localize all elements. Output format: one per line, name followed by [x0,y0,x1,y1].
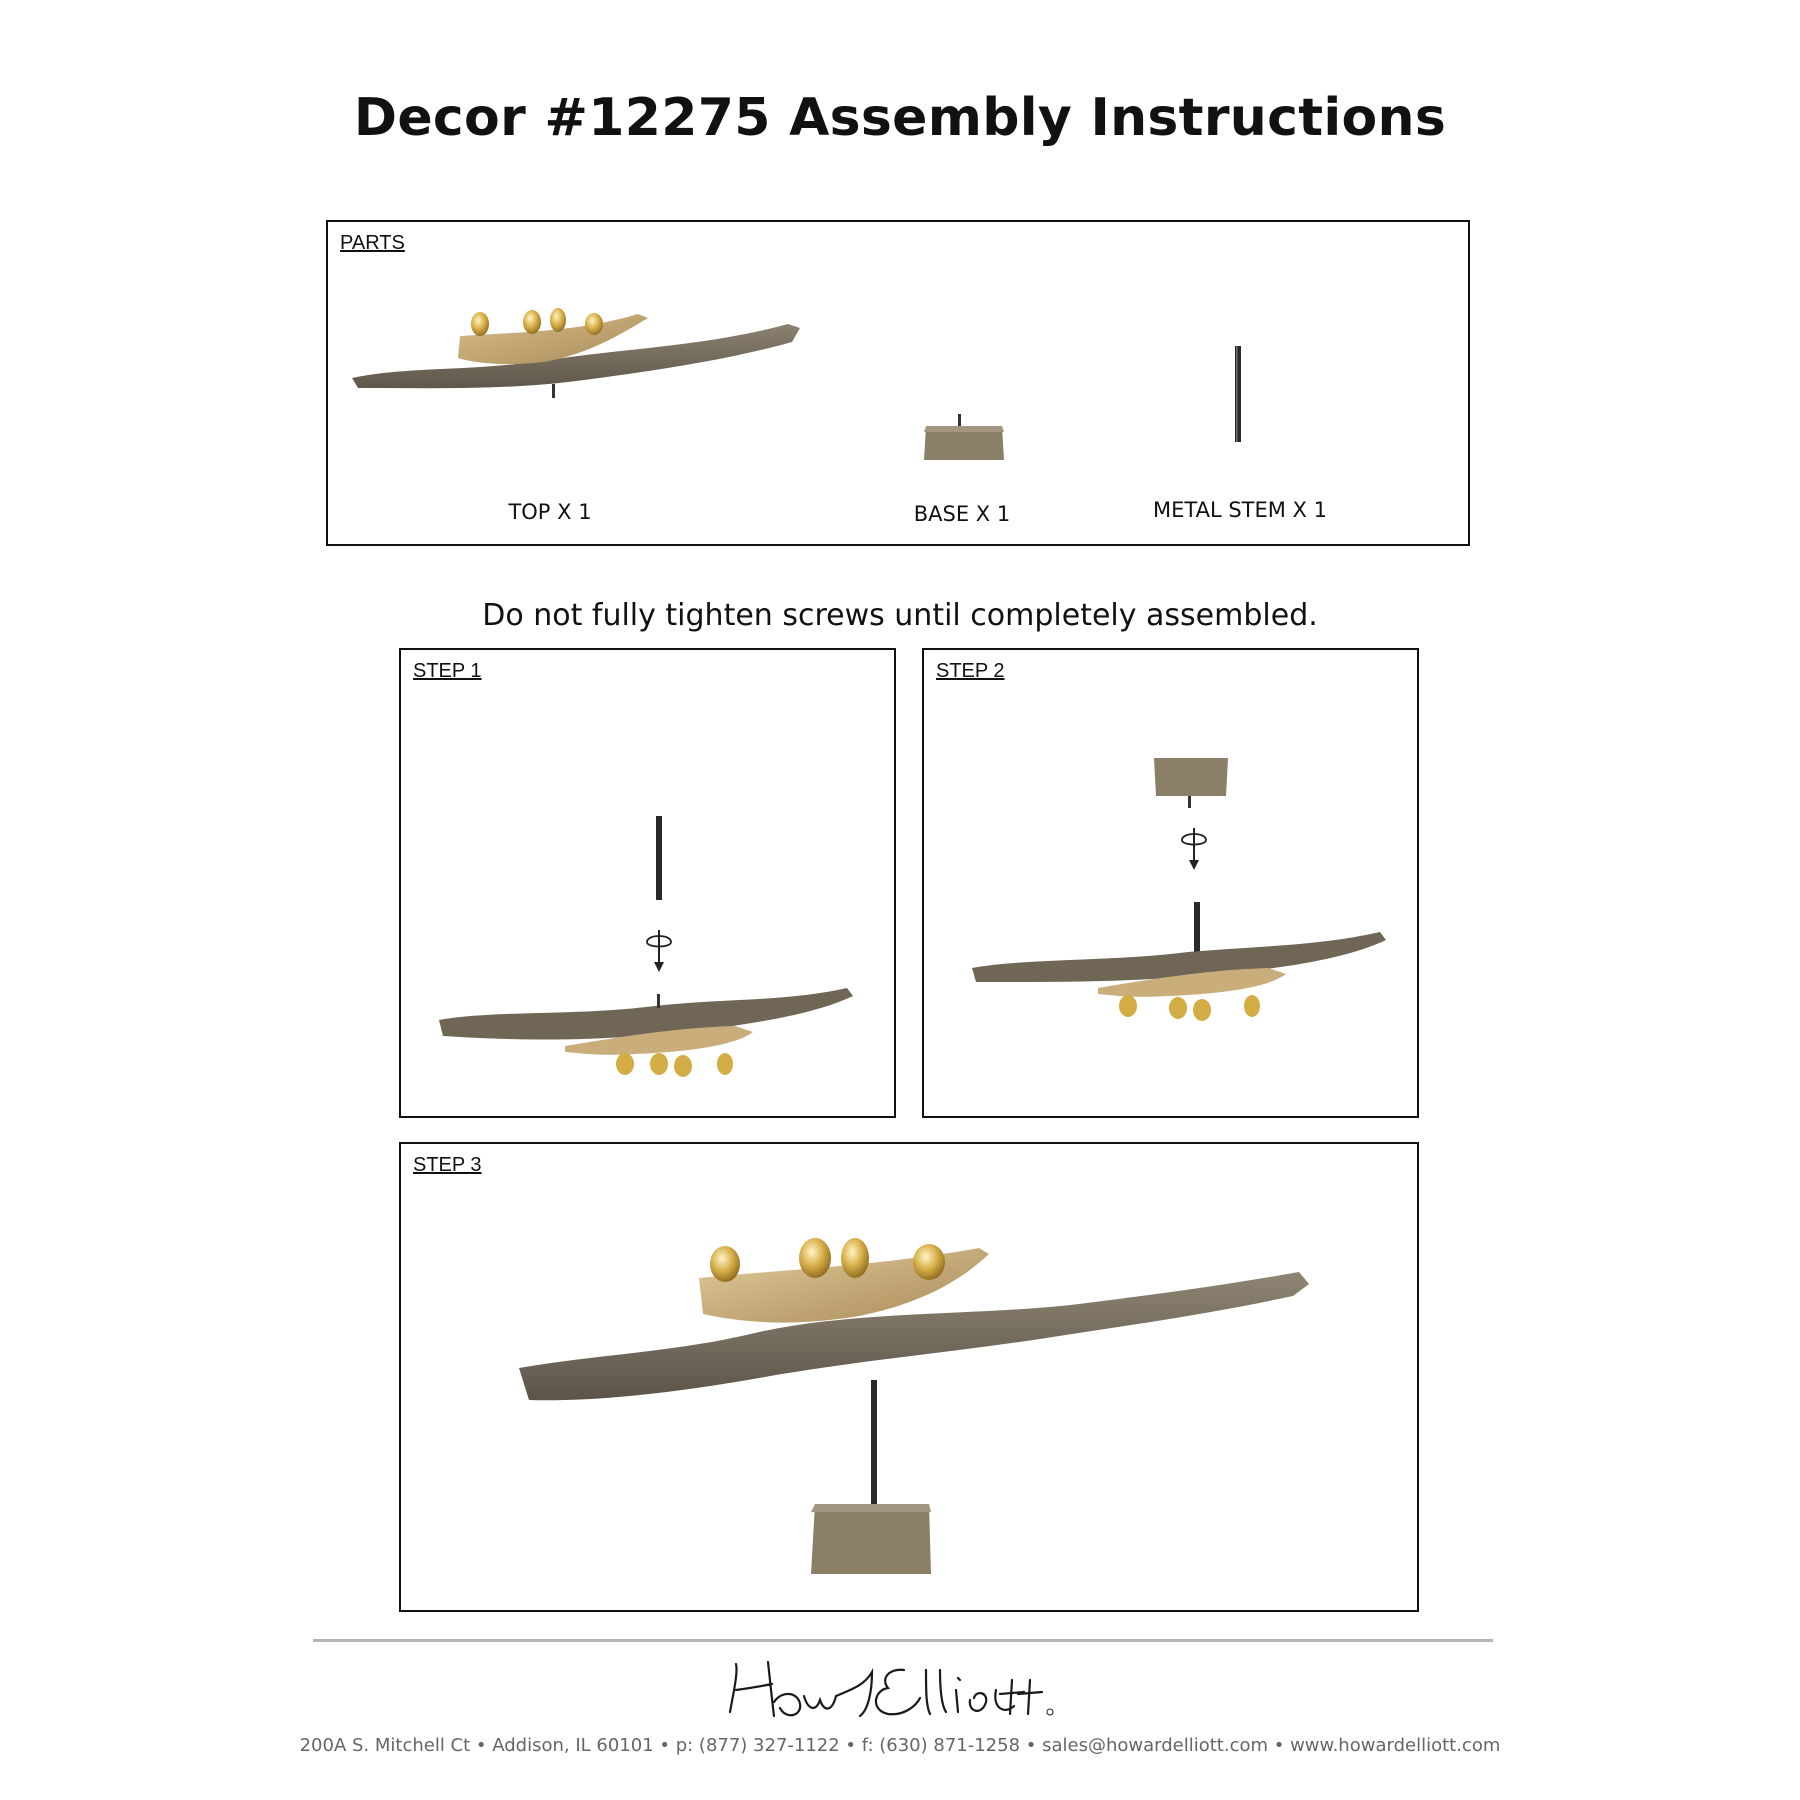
metal-stem-image [1232,346,1244,442]
part-label-base: BASE X 1 [913,502,1011,526]
screw-arrow-icon [641,928,677,976]
footer-divider [313,1639,1493,1642]
top-branch-image [348,302,808,422]
part-label-metal-stem: METAL STEM X 1 [1153,498,1327,522]
howard-elliott-logo [720,1650,1090,1730]
parts-label: PARTS [340,232,405,254]
footer-address: 200A S. Mitchell Ct • Addison, IL 60101 • p: (877) 327-1122 • f: (630) 871-1258 • sales@howardelliott.com • www.howardelliott.com [299,1735,1501,1756]
screw-arrow-icon [1176,826,1212,874]
step-3-box [399,1142,1419,1612]
base-inverted-image [1152,756,1230,812]
assembled-decor-image [519,1232,1309,1592]
step-3-label: STEP 3 [413,1154,482,1176]
parts-box [326,220,1470,546]
step-2-box [922,648,1419,1118]
part-label-top: TOP X 1 [508,500,592,524]
stem-image [653,816,665,900]
step-1-label: STEP 1 [413,660,482,682]
top-branch-inverted-image [435,980,855,1100]
step-2-label: STEP 2 [936,660,1005,682]
step-1-box [399,648,896,1118]
assembly-note: Do not fully tighten screws until completely assembled. [482,598,1318,633]
page-title: Decor #12275 Assembly Instructions [353,88,1447,148]
base-image [922,412,1006,468]
stem-in-branch-image [968,902,1388,1042]
